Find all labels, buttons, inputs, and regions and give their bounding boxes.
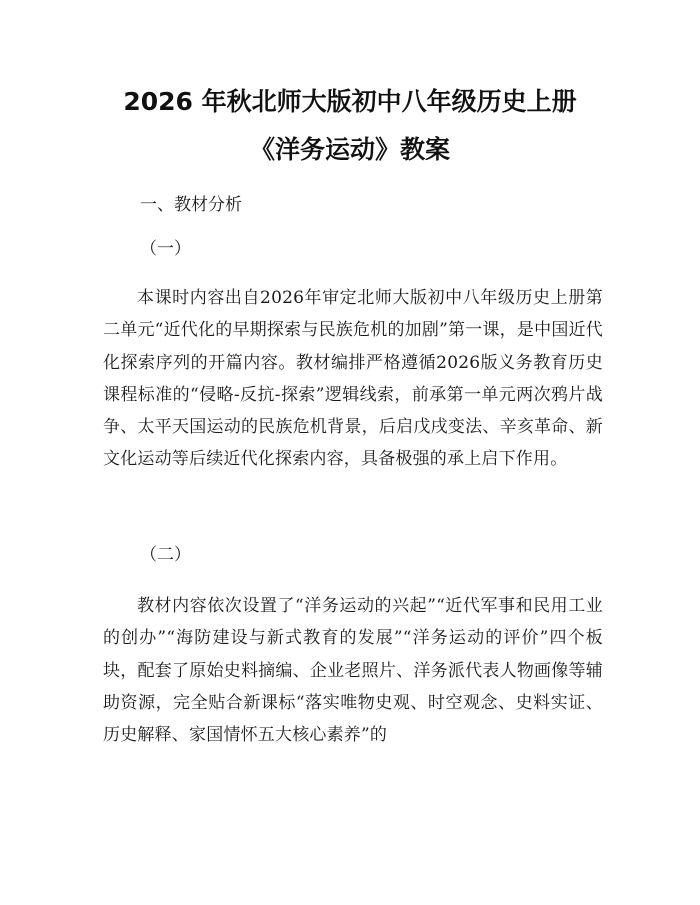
paragraph-2: 教材内容依次设置了“洋务运动的兴起”“近代军事和民用工业的创办”“海防建设与新式教育的发展”“洋务运动的评价”四个板块，配套了原始史料摘编、企业老照片、洋务派代表人物画像等辅助资源，完全贴合新课标“落实唯物史观、时空观念、史料实证、历史解释、家国情怀五大核心素养”的 xyxy=(103,596,603,746)
section-heading-teaching-material-analysis: 一、教材分析 xyxy=(140,195,242,215)
subsection-label-2: （二） xyxy=(140,545,191,565)
document-title: 2026 年秋北师大版初中八年级历史上册《洋务运动》教案 xyxy=(123,87,577,164)
subsection-label-1: （一） xyxy=(140,239,191,259)
paragraph-1: 本课时内容出自2026年审定北师大版初中八年级历史上册第二单元“近代化的早期探索与民族危机的加剧”第一课，是中国近代化探索序列的开篇内容。教材编排严格遵循2026版义务教育历史课程标准的“侵略-反抗-探索”逻辑线索，前承第一单元两次鸦片战争、太平天国运动的民族危机背景，后启戊戌变法、辛亥革命、新文化运动等后续近代化探索内容，具备极强的承上启下作用。 xyxy=(103,288,603,470)
